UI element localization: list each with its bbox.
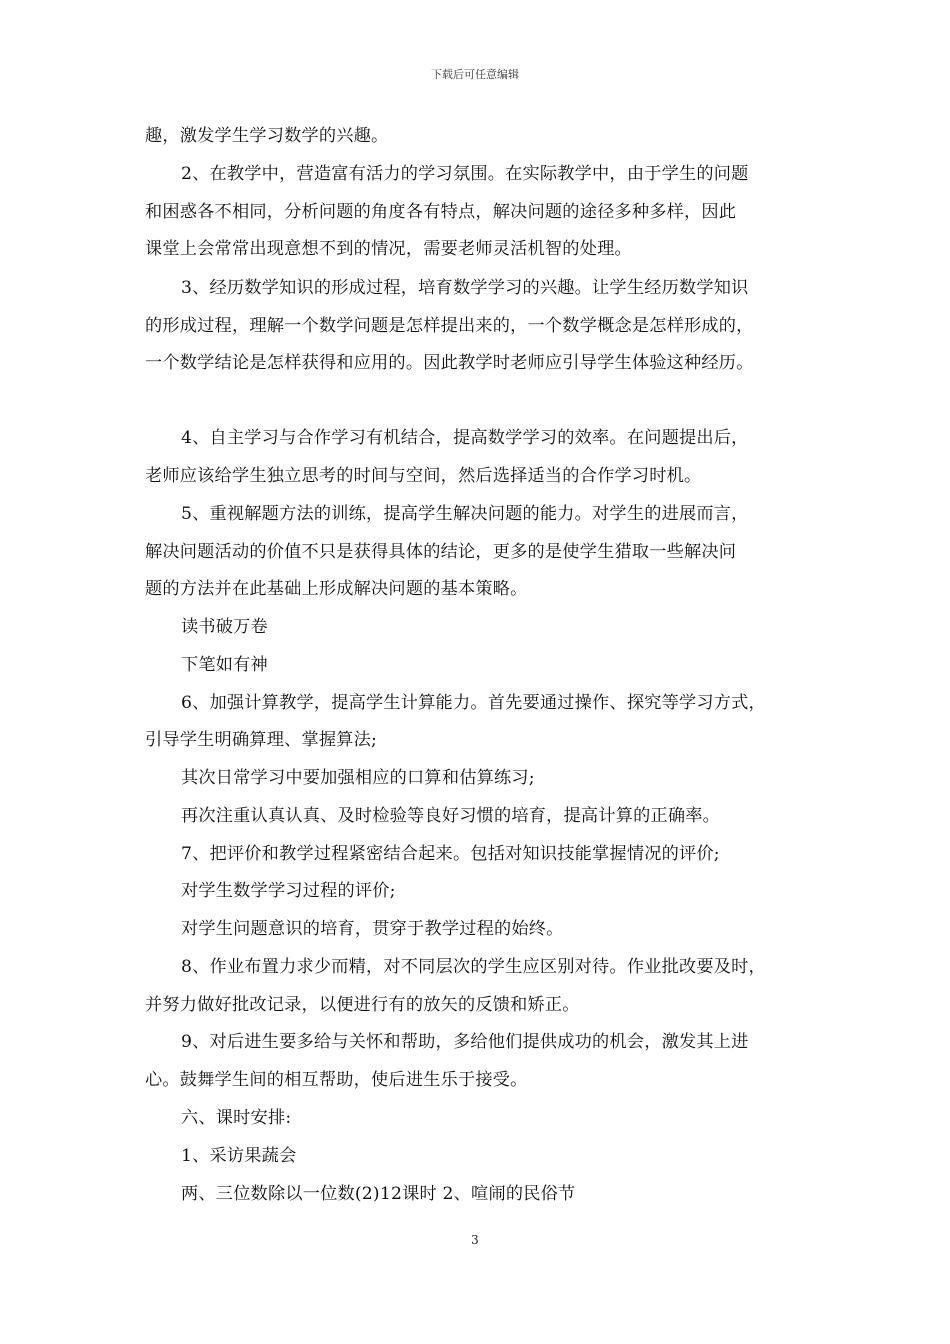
text-line: 对学生数学学习过程的评价;: [181, 881, 396, 901]
text-line: 对学生问题意识的培育，贯穿于教学过程的始终。: [181, 919, 564, 939]
text-line: 3、经历数学知识的形成过程，培育数学学习的兴趣。让学生经历数学知识: [181, 278, 749, 298]
text-line: 再次注重认真认真、及时检验等良好习惯的培育，提高计算的正确率。: [181, 806, 721, 826]
text-line: 题的方法并在此基础上形成解决问题的基本策略。: [145, 579, 528, 599]
text-line: 7、把评价和教学过程紧密结合起来。包括对知识技能掌握情况的评价;: [181, 844, 720, 864]
text-line: 六、课时安排:: [181, 1108, 292, 1128]
text-line: 两、三位数除以一位数(2)12课时 2、喧闹的民俗节: [181, 1184, 576, 1204]
page-number: 3: [471, 1233, 479, 1247]
text-line: 的形成过程，理解一个数学问题是怎样提出来的，一个数学概念是怎样形成的，: [145, 316, 754, 336]
text-line: 8、作业布置力求少而精，对不同层次的学生应区别对待。作业批改要及时，: [181, 957, 766, 977]
page-header: 下载后可任意编辑: [431, 68, 519, 81]
text-line: 4、自主学习与合作学习有机结合，提高数学学习的效率。在问题提出后，: [181, 428, 749, 448]
text-line: 老师应该给学生独立思考的时间与空间，然后选择适当的合作学习时机。: [145, 466, 702, 486]
text-line: 其次日常学习中要加强相应的口算和估算练习;: [181, 768, 535, 788]
text-line: 读书破万卷: [181, 617, 268, 637]
text-line: 1、采访果蔬会: [181, 1146, 297, 1166]
text-line: 并努力做好批改记录，以便进行有的放矢的反馈和矫正。: [145, 995, 580, 1015]
text-line: 解决问题活动的价值不只是获得具体的结论，更多的是使学生猎取一些解决问: [145, 542, 737, 562]
text-line: 心。鼓舞学生间的相互帮助，使后进生乐于接受。: [145, 1070, 528, 1090]
text-line: 9、对后进生要多给与关怀和帮助，多给他们提供成功的机会，激发其上进: [181, 1032, 749, 1052]
text-line: 课堂上会常常出现意想不到的情况，需要老师灵活机智的处理。: [145, 239, 632, 259]
text-line: 一个数学结论是怎样获得和应用的。因此教学时老师应引导学生体验这种经历。: [145, 353, 754, 373]
text-line: 趣，激发学生学习数学的兴趣。: [145, 126, 389, 146]
text-line: 2、在教学中，营造富有活力的学习氛围。在实际教学中，由于学生的问题: [181, 164, 749, 184]
text-line: 5、重视解题方法的训练，提高学生解决问题的能力。对学生的进展而言，: [181, 504, 749, 524]
text-line: 引导学生明确算理、掌握算法;: [145, 730, 378, 750]
text-line: 6、加强计算教学，提高学生计算能力。首先要通过操作、探究等学习方式，: [181, 693, 766, 713]
text-line: 和困惑各不相同，分析问题的角度各有特点，解决问题的途径多种多样，因此: [145, 202, 737, 222]
text-line: 下笔如有神: [181, 655, 268, 675]
